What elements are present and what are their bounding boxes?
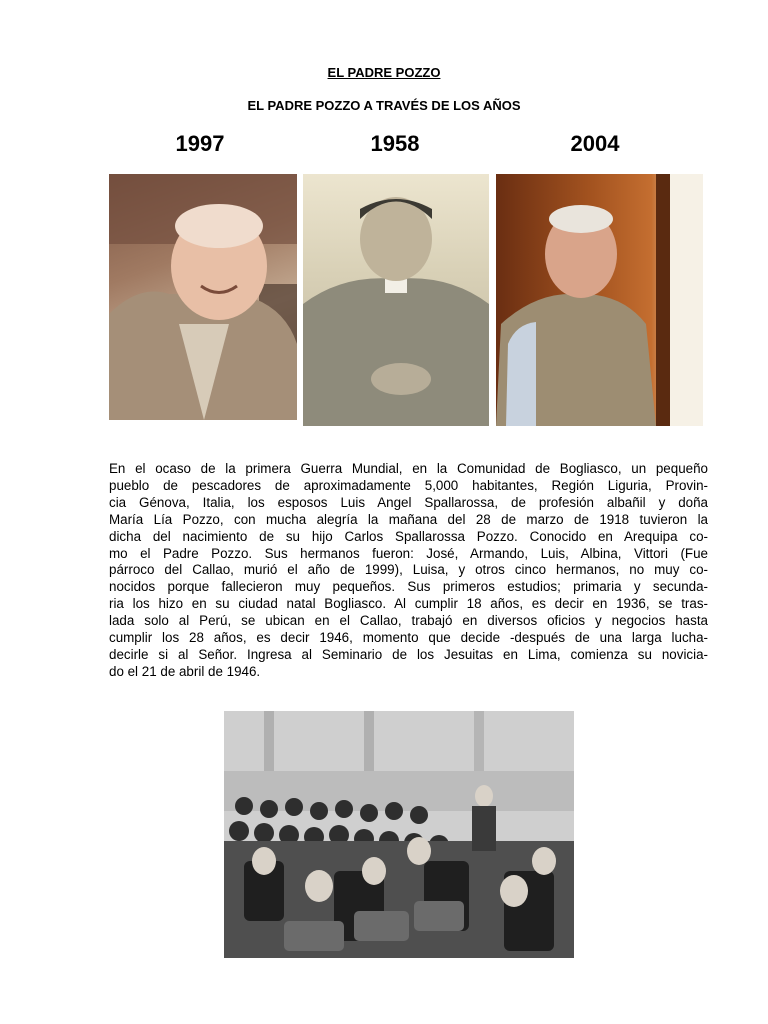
year-label-3: 2004 [570, 131, 620, 156]
body-line: do el 21 de abril de 1946. [109, 663, 261, 679]
body-line: cumplir los 28 años, es decir 1946, momento que decide -después de una larga lucha- [109, 630, 708, 646]
body-line: pueblo de pescadores de aproximadamente 5,000 habitantes, Región Liguria, Provin- [109, 477, 708, 493]
body-line: En el ocaso de la primera Guerra Mundial, en la Comunidad de Bogliasco, un pequeño [109, 461, 708, 476]
portrait-1958-illustration [303, 174, 489, 426]
body-line: mo el Padre Pozzo. Sus hermanos fueron: José, Armando, Luis, Albina, Vittori (Fue [109, 545, 708, 561]
body-line: decirle si al Señor. Ingresa al Seminario de los Jesuitas en Lima, comienza su novicia- [109, 646, 708, 662]
body-line: María Lía Pozzo, con mucha alegría la mañana del 28 de marzo de 1918 tuvieron la [109, 511, 708, 527]
year-label-2: 1958 [370, 131, 420, 156]
body-line: párroco del Callao, murió el año de 1999), Luisa, y otros cinco hermanos, no muy co- [109, 562, 708, 578]
body-paragraph [109, 461, 708, 681]
portrait-photo-1997 [109, 174, 297, 420]
body-line: dicha del nacimiento de su hijo Carlos Spallarossa Pozzo. Conocido en Arequipa co- [109, 528, 708, 544]
body-line: nocidos porque fallecieron muy pequeños. Sus primeros estudios; primaria y secunda- [109, 579, 708, 595]
body-line: lada solo al Perú, se ubican en el Callao, trabajó en diversos oficios y negocios hasta [109, 613, 708, 629]
portrait-2004-illustration [496, 174, 703, 426]
document-title: EL PADRE POZZO [327, 65, 441, 80]
body-line: cia Génova, Italia, los esposos Luis Angel Spallarossa, de profesión albañil y doña [109, 494, 708, 510]
year-label-1: 1997 [175, 131, 225, 156]
portrait-photo-1958 [303, 174, 489, 426]
portrait-photo-2004 [496, 174, 703, 426]
body-line: ria los hizo en su ciudad natal Bogliasco. Al cumplir 18 años, es decir en 1936, se tras- [109, 596, 708, 612]
portrait-1997-illustration [109, 174, 297, 420]
document-subtitle: EL PADRE POZZO A TRAVÉS DE LOS AÑOS [247, 98, 521, 113]
group-audience-photo [224, 711, 574, 958]
audience-illustration [224, 711, 574, 958]
